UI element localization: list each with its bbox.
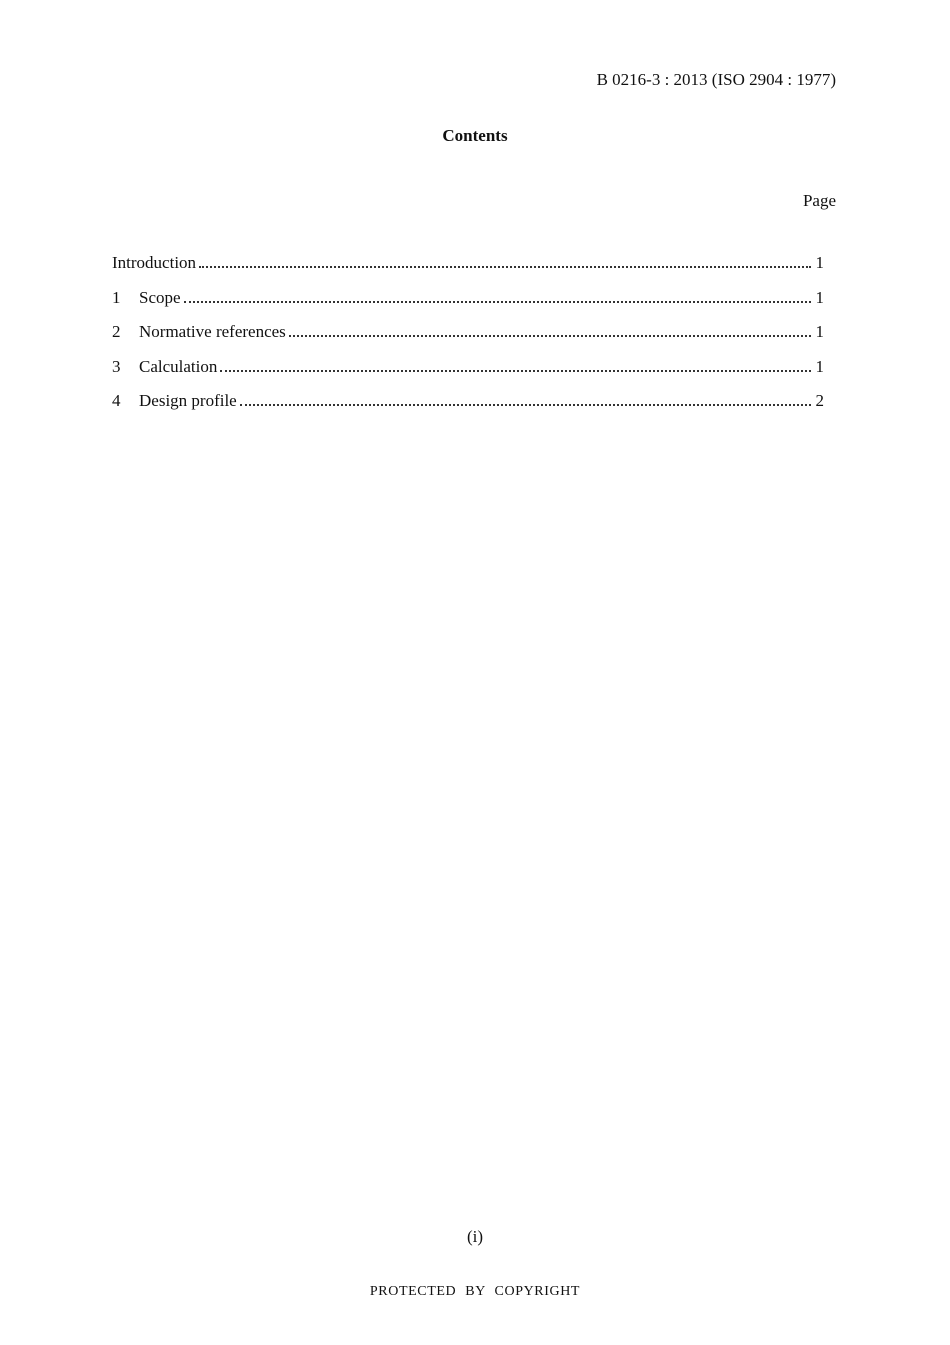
- dot-leader: [199, 265, 811, 268]
- dot-leader: [289, 334, 811, 337]
- toc-entry-normative-references[interactable]: [112, 322, 824, 357]
- page-column-label: Page: [802, 191, 836, 210]
- toc-entry-label: Introduction: [112, 253, 197, 272]
- toc-entry-number: 4: [112, 391, 121, 410]
- toc-entry-page: 1: [815, 287, 824, 307]
- dot-leader: [184, 300, 811, 303]
- toc-entry-label: Design profile: [139, 391, 237, 410]
- page-title: Contents: [442, 126, 508, 145]
- toc-entry-page: 1: [815, 253, 824, 272]
- toc-entry-number: 1: [112, 287, 121, 307]
- toc-entry-scope[interactable]: [112, 288, 824, 323]
- toc-entry-calculation[interactable]: [112, 357, 824, 392]
- toc-entry-label: Scope: [139, 287, 181, 307]
- toc-entry-label: Normative references: [139, 322, 286, 341]
- document-id-header: B 0216-3 : 2013 (ISO 2904 : 1977): [596, 70, 836, 89]
- dot-leader: [240, 403, 811, 406]
- toc-entry-design-profile[interactable]: [112, 391, 824, 426]
- toc-entry-number: 2: [112, 322, 121, 341]
- toc-entry-introduction[interactable]: [112, 253, 824, 288]
- toc-entry-label: Calculation: [139, 356, 218, 376]
- toc-entry-page: 1: [815, 356, 824, 376]
- toc-entry-page: 1: [815, 322, 824, 341]
- page-number: (i): [466, 1227, 484, 1246]
- toc-entry-page: 2: [815, 391, 824, 410]
- toc-entry-number: 3: [112, 356, 121, 376]
- dot-leader: [220, 369, 811, 372]
- copyright-notice: PROTECTED BY COPYRIGHT: [369, 1284, 581, 1299]
- table-of-contents: [112, 253, 824, 426]
